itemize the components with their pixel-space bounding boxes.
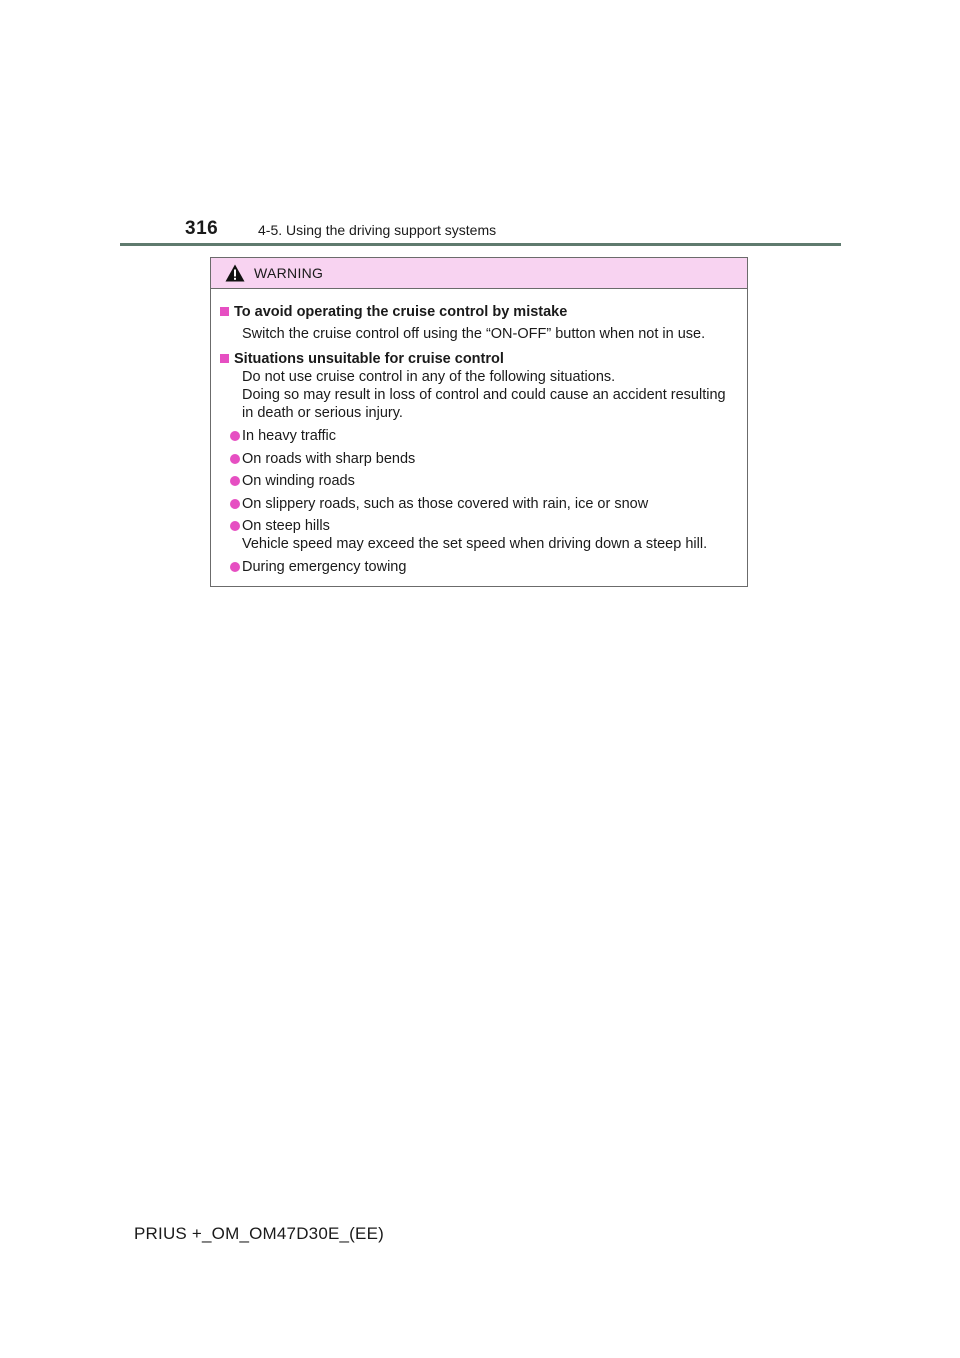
list-item bbox=[220, 450, 737, 468]
section-title: 4-5. Using the driving support systems bbox=[258, 222, 497, 238]
paragraph: Doing so may result in loss of control and could cause an accident resulting in death or serious injury. bbox=[242, 387, 726, 421]
section-heading-text: To avoid operating the cruise control by mistake bbox=[234, 304, 568, 320]
circle-bullet-icon bbox=[230, 476, 240, 486]
list-item-text: On steep hills bbox=[242, 518, 330, 534]
list-item bbox=[220, 558, 737, 576]
section-heading-text: Situations unsuitable for cruise control bbox=[234, 351, 504, 367]
header-divider bbox=[120, 243, 841, 246]
square-bullet-icon bbox=[220, 354, 229, 363]
warning-label: WARNING bbox=[254, 265, 324, 281]
list-item-note: Vehicle speed may exceed the set speed when driving down a steep hill. bbox=[242, 536, 708, 552]
paragraph: Do not use cruise control in any of the following situations. bbox=[242, 369, 616, 385]
circle-bullet-icon bbox=[230, 499, 240, 509]
warning-box bbox=[210, 257, 748, 587]
square-bullet-icon bbox=[220, 307, 229, 316]
list-item-text: On winding roads bbox=[242, 473, 355, 489]
list-item-text: On slippery roads, such as those covered with rain, ice or snow bbox=[242, 495, 649, 512]
section-heading bbox=[220, 303, 737, 321]
warning-header bbox=[211, 258, 747, 289]
list-item-text: During emergency towing bbox=[242, 558, 407, 575]
list-item bbox=[220, 472, 737, 490]
section-heading bbox=[220, 350, 737, 368]
circle-bullet-icon bbox=[230, 454, 240, 464]
warning-body bbox=[211, 289, 747, 576]
list-item bbox=[220, 517, 737, 553]
document-code: PRIUS +_OM_OM47D30E_(EE) bbox=[134, 1224, 384, 1243]
circle-bullet-icon bbox=[230, 562, 240, 572]
circle-bullet-icon bbox=[230, 431, 240, 441]
warning-triangle-icon bbox=[225, 264, 245, 282]
list-item-text: In heavy traffic bbox=[242, 428, 337, 444]
circle-bullet-icon bbox=[230, 521, 240, 531]
list-item bbox=[220, 427, 737, 445]
list-item-text: On roads with sharp bends bbox=[242, 450, 416, 467]
list-item bbox=[220, 495, 737, 513]
page-number: 316 bbox=[185, 218, 219, 239]
paragraph: Switch the cruise control off using the “ON-OFF” button when not in use. bbox=[242, 326, 706, 342]
